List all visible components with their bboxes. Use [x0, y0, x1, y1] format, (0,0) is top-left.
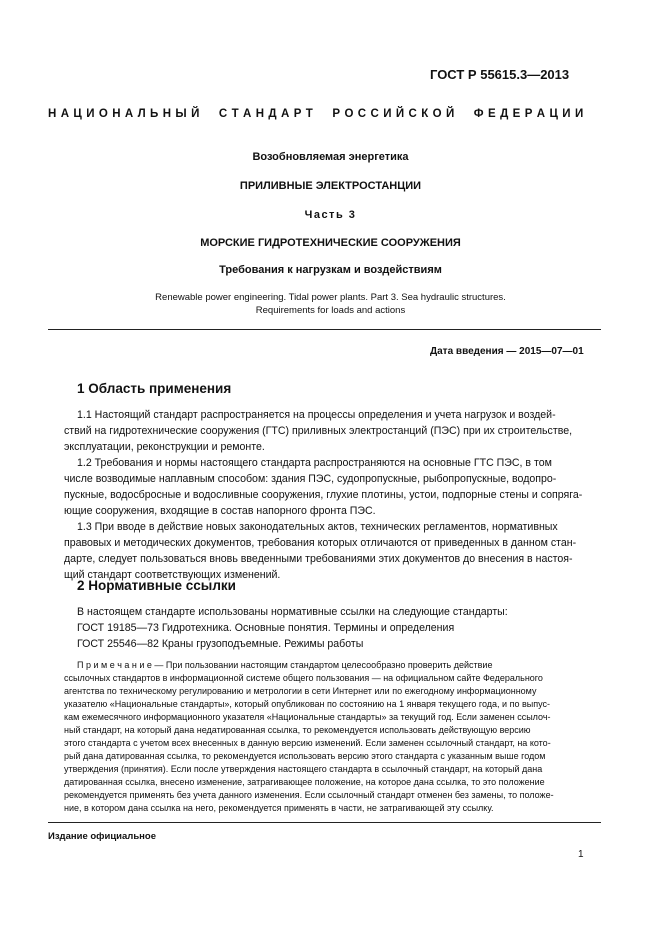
s1-line: пускные, водосбросные и водосливные сооружения, глухие плотины, устои, подпорные стены и сопряга- — [64, 489, 583, 501]
s2-reference: ГОСТ 25546—82 Краны грузоподъемные. Режимы работы — [77, 638, 364, 650]
s2-reference: ГОСТ 19185—73 Гидротехника. Основные понятия. Термины и определения — [77, 622, 455, 634]
s2-line: В настоящем стандарте использованы нормативные ссылки на следующие стандарты: — [77, 606, 508, 618]
english-title-1: Renewable power engineering. Tidal power plants. Part 3. Sea hydraulic structures. — [155, 292, 506, 303]
s1-line: правовых и методических документов, требования которых отличаются от приведенных в данном стан- — [64, 537, 577, 549]
s1-line: 1.1 Настоящий стандарт распространяется на процессы определения и учета нагрузок и воздей- — [77, 409, 556, 421]
s1-line: 1.2 Требования и нормы настоящего стандарта распространяются на основные ГТС ПЭС, в том — [77, 457, 552, 469]
section-2-heading: 2 Нормативные ссылки — [77, 578, 236, 593]
official-edition: Издание официальное — [48, 831, 156, 842]
title-line-1: Возобновляемая энергетика — [252, 151, 409, 163]
national-standard-banner: Н А Ц И О Н А Л Ь Н Ы Й С Т А Н Д А Р Т Р О С С И Й С К О Й Ф Е Д Е Р А Ц И И — [48, 108, 584, 120]
title-line-4: Требования к нагрузкам и воздействиям — [219, 264, 442, 276]
title-line-3: МОРСКИЕ ГИДРОТЕХНИЧЕСКИЕ СООРУЖЕНИЯ — [200, 237, 461, 249]
english-title-2: Requirements for loads and actions — [255, 305, 406, 316]
note-line: утверждения (принятия). Если после утверждения настоящего стандарта в ссылочный стандарт, на который дана — [64, 764, 543, 774]
s1-line: числе возводимые наплавным способом: здания ПЭС, судопропускные, рыбопропускные, водопро- — [64, 473, 557, 485]
s1-line: дарте, следует пользоваться вновь введенными требованиями этих документов до внесения в настоя- — [64, 553, 573, 565]
s1-line: ствий на гидротехнические сооружения (ГТС) приливных электростанций (ПЭС) при их строительстве, — [64, 425, 573, 437]
date-introduction: Дата введения — 2015—07—01 — [430, 346, 584, 357]
note-line: указателю «Национальные стандарты», который опубликован по состоянию на 1 января текущего года, и по выпус- — [64, 699, 550, 709]
note-line: ный стандарт, на который дана недатированная ссылка, то рекомендуется использовать действующую версию — [64, 725, 531, 735]
s1-line: эксплуатации, реконструкции и ремонте. — [64, 441, 265, 453]
title-part: Часть 3 — [304, 209, 357, 221]
s1-line: ющие сооружения, входящие в состав напорного фронта ПЭС. — [64, 505, 376, 517]
note-line: рекомендуется применять без учета данного изменения. Если ссылочный стандарт отменен без замены, то положе- — [64, 790, 554, 800]
gost-code: ГОСТ Р 55615.3—2013 — [430, 67, 570, 82]
note-line: датированная ссылка, внесено изменение, затрагивающее положение, на которое дана ссылка, то это положение — [64, 777, 545, 787]
s1-line: щий стандарт соответствующих изменений. — [64, 569, 281, 581]
note-line: ссылочных стандартов в информационной системе общего пользования — на официальном сайте Федерального — [64, 673, 543, 683]
note-line: рый дана датированная ссылка, то рекомендуется использовать версию этого стандарта с указанным выше годом — [64, 751, 546, 761]
note-line: этого стандарта с учетом всех внесенных в данную версию изменений. Если заменен ссылочный стандарт, на кото- — [64, 738, 551, 748]
bottom-divider — [48, 822, 601, 823]
note-line: ние, в котором дана ссылка на него, рекомендуется применять в части, не затрагивающей эту ссылку. — [64, 803, 494, 813]
page-number: 1 — [578, 849, 584, 860]
note-line: П р и м е ч а н и е — При пользовании настоящим стандартом целесообразно проверить действие — [77, 660, 493, 670]
section-1-heading: 1 Область применения — [77, 381, 232, 396]
top-divider — [48, 329, 601, 330]
s1-line: 1.3 При вводе в действие новых законодательных актов, технических регламентов, нормативных — [77, 521, 558, 533]
note-line: кам ежемесячного информационного указателя «Национальные стандарты» за текущий год. Если заменен ссылоч- — [64, 712, 551, 722]
title-line-2: ПРИЛИВНЫЕ ЭЛЕКТРОСТАНЦИИ — [239, 180, 422, 192]
note-line: агентства по техническому регулированию и метрологии в сети Интернет или по ежегодному информационному — [64, 686, 537, 696]
